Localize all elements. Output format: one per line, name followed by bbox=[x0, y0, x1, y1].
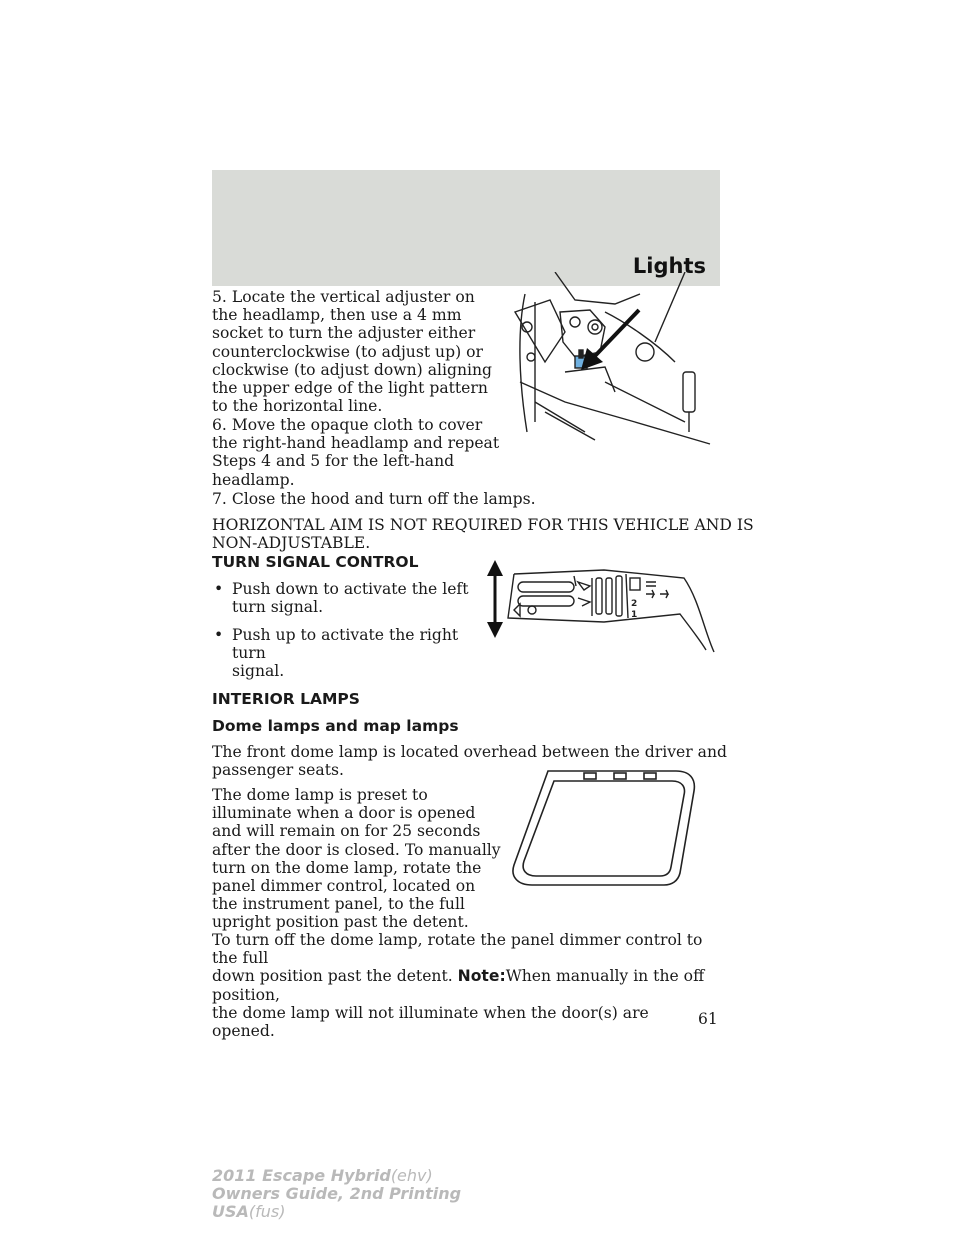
text-line: signal. bbox=[232, 662, 285, 681]
lever-mark-1: 1 bbox=[631, 610, 638, 620]
dome-lamp-illustration bbox=[508, 765, 700, 889]
text-line: socket to turn the adjuster either bbox=[212, 324, 476, 343]
text-line: passenger seats. bbox=[212, 761, 344, 780]
text-segment: down position past the detent. bbox=[212, 967, 458, 986]
dome-lamp-operation bbox=[212, 786, 501, 932]
text-line: the dome lamp will not illuminate when the door(s) are opened. bbox=[212, 1003, 649, 1041]
text-line: The dome lamp is preset to bbox=[212, 786, 428, 804]
turn-signal-heading: TURN SIGNAL CONTROL bbox=[212, 553, 419, 571]
text-line: NON-ADJUSTABLE. bbox=[212, 534, 371, 553]
text-line: To turn off the dome lamp, rotate the panel dimmer control to the full bbox=[212, 931, 703, 968]
document-footer bbox=[212, 1167, 461, 1221]
pointer-arrow bbox=[575, 306, 645, 376]
text-line: after the door is closed. To manually bbox=[212, 840, 501, 859]
text-line: counterclockwise (to adjust up) or bbox=[212, 342, 483, 361]
footer-code: (ehv) bbox=[390, 1166, 433, 1185]
footer-code: (fus) bbox=[248, 1202, 286, 1221]
bullet-right-turn bbox=[214, 626, 474, 681]
text-line: Push up to activate the right turn bbox=[232, 626, 459, 663]
text-segment: When manually in the off position, bbox=[212, 967, 705, 1004]
text-line: panel dimmer control, located on bbox=[212, 877, 476, 896]
footer-title: 2011 Escape Hybrid bbox=[212, 1166, 391, 1185]
bullet-text bbox=[232, 580, 468, 616]
dome-lamp-off-instructions bbox=[212, 931, 712, 1040]
footer-line bbox=[212, 1167, 461, 1185]
text-line: upright position past the detent. bbox=[212, 913, 469, 932]
up-down-arrow-icon bbox=[484, 560, 506, 638]
step-7: 7. Close the hood and turn off the lamps. bbox=[212, 490, 536, 508]
footer-line: Owners Guide, 2nd Printing bbox=[212, 1184, 462, 1203]
note-label: Note: bbox=[457, 967, 506, 986]
page-number: 61 bbox=[698, 1010, 718, 1028]
footer-market: USA bbox=[212, 1202, 249, 1221]
text-line: headlamp. bbox=[212, 470, 295, 489]
text-line: Steps 4 and 5 for the left-hand bbox=[212, 452, 455, 471]
lever-mark-2: 2 bbox=[631, 599, 638, 609]
dome-lamps-subheading: Dome lamps and map lamps bbox=[212, 717, 459, 735]
turn-signal-lever-illustration bbox=[504, 560, 716, 660]
text-line: Push down to activate the left bbox=[232, 580, 469, 598]
text-line: the headlamp, then use a 4 mm bbox=[212, 306, 462, 325]
horizontal-aim-note bbox=[212, 516, 754, 552]
text-line: turn signal. bbox=[232, 598, 324, 617]
bullet-glyph: • bbox=[214, 626, 224, 644]
text-line: illuminate when a door is opened bbox=[212, 804, 476, 823]
bullet-left-turn bbox=[214, 580, 474, 620]
text-line: the upper edge of the light pattern bbox=[212, 379, 488, 398]
step-5 bbox=[212, 288, 492, 415]
step-6 bbox=[212, 416, 499, 489]
text-line: HORIZONTAL AIM IS NOT REQUIRED FOR THIS VEHICLE AND IS bbox=[212, 516, 754, 534]
text-line: the instrument panel, to the full bbox=[212, 895, 465, 914]
section-title: Lights bbox=[632, 254, 706, 278]
text-line: to the horizontal line. bbox=[212, 397, 383, 416]
bullet-text bbox=[232, 626, 474, 681]
text-line: clockwise (to adjust down) aligning bbox=[212, 360, 493, 379]
footer-line bbox=[212, 1203, 461, 1221]
section-header bbox=[212, 170, 720, 286]
text-line bbox=[212, 967, 712, 1003]
text-line: turn on the dome lamp, rotate the bbox=[212, 858, 482, 877]
text-line: and will remain on for 25 seconds bbox=[212, 822, 481, 841]
text-line: the right-hand headlamp and repeat bbox=[212, 434, 500, 453]
interior-lamps-heading: INTERIOR LAMPS bbox=[212, 690, 360, 708]
bullet-glyph: • bbox=[214, 580, 224, 598]
text-line: The front dome lamp is located overhead between the driver and bbox=[212, 743, 728, 761]
text-line: 6. Move the opaque cloth to cover bbox=[212, 416, 483, 434]
text-line: 5. Locate the vertical adjuster on bbox=[212, 288, 475, 306]
